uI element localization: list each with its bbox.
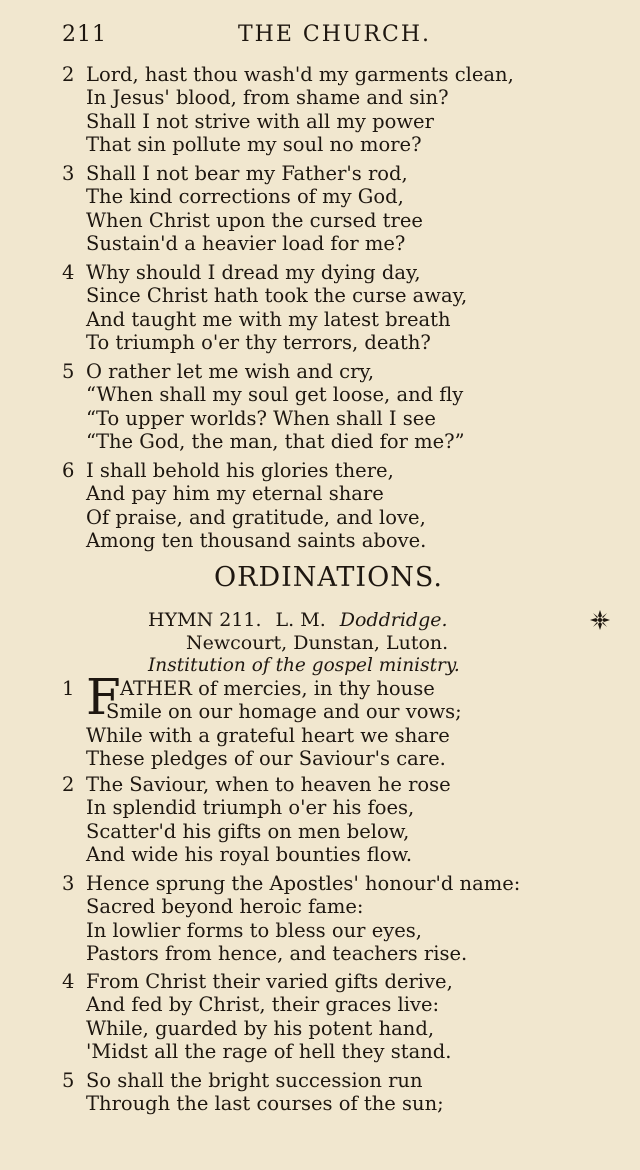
verse-line: I shall behold his glories there, [86,459,394,482]
verse-line: That sin pollute my soul no more? [86,132,422,156]
hymn-author: Doddridge. [339,609,448,631]
verse-line: “When shall my soul get loose, and fly [86,383,464,407]
verse-line: And pay him my eternal share [86,482,384,506]
verse-line: Of praise, and gratitude, and love, [86,505,426,529]
page-header [62,14,600,54]
stanza [62,360,582,453]
verse-line: Smile on our homage and our vows; [106,700,462,724]
verse-line: Among ten thousand saints above. [86,528,427,552]
stanza [62,773,582,866]
verse-line: Shall I not bear my Father's rod, [86,162,408,185]
hymn-heading [148,609,448,631]
verse-line: When Christ upon the cursed tree [86,208,423,232]
verse-line: Since Christ hath took the curse away, [86,284,468,308]
verse-line: Through the last courses of the sun; [86,1092,444,1116]
hymn-label: HYMN 211. [148,609,262,631]
stanza-number: 5 [62,360,75,383]
stanza-number: 5 [62,1069,75,1092]
stanza-number: 3 [62,872,75,895]
verse-line: In splendid triumph o'er his foes, [86,796,415,820]
verse-line: Why should I dread my dying day, [86,261,421,284]
stanza-number: 2 [62,63,75,86]
section-title: ORDINATIONS. [214,562,443,593]
page-number: 211 [62,22,107,47]
stanza [62,677,582,770]
verse-line: In Jesus' blood, from shame and sin? [86,86,449,110]
verse-line: Scatter'd his gifts on men below, [86,819,410,843]
verse-line: Sustain'd a heavier load for me? [86,231,406,255]
stanza [62,261,582,354]
verse-line: To triumph o'er thy terrors, death? [86,330,431,354]
verse-line: These pledges of our Saviour's care. [86,746,446,770]
verse-line: Shall I not strive with all my power [86,109,434,133]
stanza [62,63,582,156]
verse-line: While, guarded by his potent hand, [86,1016,435,1040]
verse-line: The kind corrections of my God, [86,185,404,209]
verse-line: Sacred beyond heroic fame: [86,895,364,919]
hymn-subject: Institution of the gospel ministry. [148,655,460,676]
stanza [62,162,582,255]
stanza-number: 4 [62,261,75,284]
verse-line: The Saviour, when to heaven he rose [86,773,451,796]
verse-line: So shall the bright succession run [86,1069,423,1092]
stanza-number: 3 [62,162,75,185]
verse-line: 'Midst all the rage of hell they stand. [86,1039,452,1063]
hymn-meter: L. M. [275,609,326,631]
running-head: THE CHURCH. [238,22,432,47]
verse-line: O rather let me wish and cry, [86,360,375,383]
stanza [62,1069,582,1116]
verse-line: And wide his royal bounties flow. [86,842,413,866]
drop-cap: F [86,668,121,726]
verse-line: ATHER of mercies, in thy house [120,677,435,700]
verse-line: Pastors from hence, and teachers rise. [86,941,468,965]
verse-line: In lowlier forms to bless our eyes, [86,918,423,942]
stanza [62,872,582,965]
stanza [62,459,582,552]
printer-ornament-icon [588,608,612,632]
verse-line: Lord, hast thou wash'd my garments clean, [86,63,514,86]
verse-line: “To upper worlds? When shall I see [86,406,436,430]
verse-line: And fed by Christ, their graces live: [86,993,440,1017]
verse-line: While with a grateful heart we share [86,723,450,747]
hymn-tunes: Newcourt, Dunstan, Luton. [186,632,449,654]
stanza-number: 2 [62,773,75,796]
verse-line: Hence sprung the Apostles' honour'd name: [86,872,521,895]
stanza-number: 4 [62,970,75,993]
stanza-number: 1 [62,677,75,700]
verse-line: And taught me with my latest breath [86,307,451,331]
verse-line: “The God, the man, that died for me?” [86,429,465,453]
stanza-number: 6 [62,459,75,482]
verse-line: From Christ their varied gifts derive, [86,970,453,993]
stanza [62,970,582,1063]
